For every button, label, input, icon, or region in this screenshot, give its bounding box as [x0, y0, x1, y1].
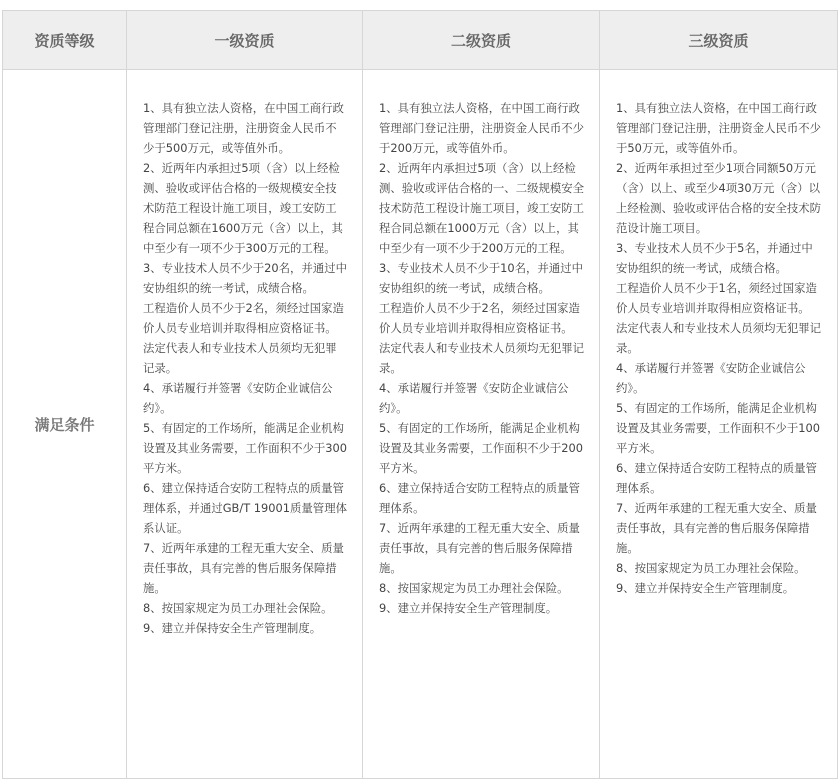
condition-item: 4、承诺履行并签署《安防企业诚信公约》。: [379, 381, 569, 415]
condition-item: 8、按国家规定为员工办理社会保险。: [379, 581, 569, 595]
header-grade-2: 二级资质: [363, 11, 600, 70]
header-level: 资质等级: [3, 11, 127, 70]
condition-item: 3、专业技术人员不少于5名，并通过中安协组织的统一考试，成绩合格。: [616, 241, 813, 275]
condition-item: 3、专业技术人员不少于10名，并通过中安协组织的统一考试，成绩合格。: [379, 261, 583, 295]
condition-item: 6、建立保持适合安防工程特点的质量管理体系。: [616, 461, 817, 495]
condition-item: 7、近两年承建的工程无重大安全、质量责任事故，具有完善的售后服务保障措施。: [143, 541, 344, 595]
condition-item: 9、建立并保持安全生产管理制度。: [616, 581, 795, 595]
condition-item: 2、近两年内承担过5项（含）以上经检测、验收或评估合格的一、二级规模安全技术防范工程设计施工项目，竣工安防工程合同总额在1000万元（含）以上，其中至少有一项不少于200万元的工程。: [379, 161, 585, 255]
condition-item: 法定代表人和专业技术人员须均无犯罪记录。: [143, 341, 337, 375]
condition-item: 8、按国家规定为员工办理社会保险。: [616, 561, 806, 575]
condition-item: 2、近两年内承担过5项（含）以上经检测、验收或评估合格的一级规模安全技术防范工程设计施工项目，竣工安防工程合同总额在1600万元（含）以上，其中至少有一项不少于300万元的工程。: [143, 161, 343, 255]
condition-item: 2、近两年承担过至少1项合同额50万元（含）以上、或至少4项30万元（含）以上经检测、验收或评估合格的安全技术防范设计施工项目。: [616, 161, 822, 235]
qualification-table: [2, 10, 838, 779]
header-grade-1: 一级资质: [127, 11, 363, 70]
condition-item: 工程造价人员不少于2名，须经过国家造价人员专业培训并取得相应资格证书。: [143, 301, 344, 335]
condition-item: 6、建立保持适合安防工程特点的质量管理体系。: [379, 481, 580, 515]
header-grade-3: 三级资质: [600, 11, 838, 70]
condition-item: 5、有固定的工作场所，能满足企业机构设置及其业务需要，工作面积不少于200平方米。: [379, 421, 583, 475]
condition-item: 1、具有独立法人资格，在中国工商行政管理部门登记注册，注册资金人民币不少于200万元，或等值外币。: [379, 101, 585, 155]
condition-item: 1、具有独立法人资格，在中国工商行政管理部门登记注册，注册资金人民币不少于500万元，或等值外币。: [143, 101, 344, 155]
condition-item: 3、专业技术人员不少于20名，并通过中安协组织的统一考试，成绩合格。: [143, 261, 347, 295]
condition-item: 法定代表人和专业技术人员须均无犯罪记录。: [379, 341, 585, 375]
grade-3-conditions: [600, 70, 838, 779]
grade-1-conditions: [127, 70, 363, 779]
condition-item: 工程造价人员不少于1名，须经过国家造价人员专业培训并取得相应资格证书。: [616, 281, 817, 315]
condition-item: 9、建立并保持安全生产管理制度。: [379, 601, 558, 615]
condition-item: 4、承诺履行并签署《安防企业诚信公约》。: [616, 361, 806, 395]
condition-item: 9、建立并保持安全生产管理制度。: [143, 621, 322, 635]
condition-item: 1、具有独立法人资格，在中国工商行政管理部门登记注册，注册资金人民币不少于50万元，或等值外币。: [616, 101, 822, 155]
condition-item: 7、近两年承建的工程无重大安全、质量责任事故，具有完善的售后服务保障措施。: [616, 501, 817, 555]
condition-item: 工程造价人员不少于2名，须经过国家造价人员专业培训并取得相应资格证书。: [379, 301, 580, 335]
condition-item: 4、承诺履行并签署《安防企业诚信公约》。: [143, 381, 333, 415]
condition-item: 7、近两年承建的工程无重大安全、质量责任事故，具有完善的售后服务保障措施。: [379, 521, 580, 575]
header-row: [3, 11, 838, 70]
grade-2-conditions: [363, 70, 600, 779]
condition-item: 6、建立保持适合安防工程特点的质量管理体系，并通过GB/T 19001质量管理体系认证。: [143, 481, 347, 535]
row-label: 满足条件: [3, 70, 127, 779]
condition-item: 5、有固定的工作场所，能满足企业机构设置及其业务需要，工作面积不少于300平方米。: [143, 421, 347, 475]
condition-item: 8、按国家规定为员工办理社会保险。: [143, 601, 333, 615]
condition-item: 5、有固定的工作场所，能满足企业机构设置及其业务需要，工作面积不少于100平方米。: [616, 401, 820, 455]
conditions-row: [3, 70, 838, 779]
condition-item: 法定代表人和专业技术人员须均无犯罪记录。: [616, 321, 822, 355]
